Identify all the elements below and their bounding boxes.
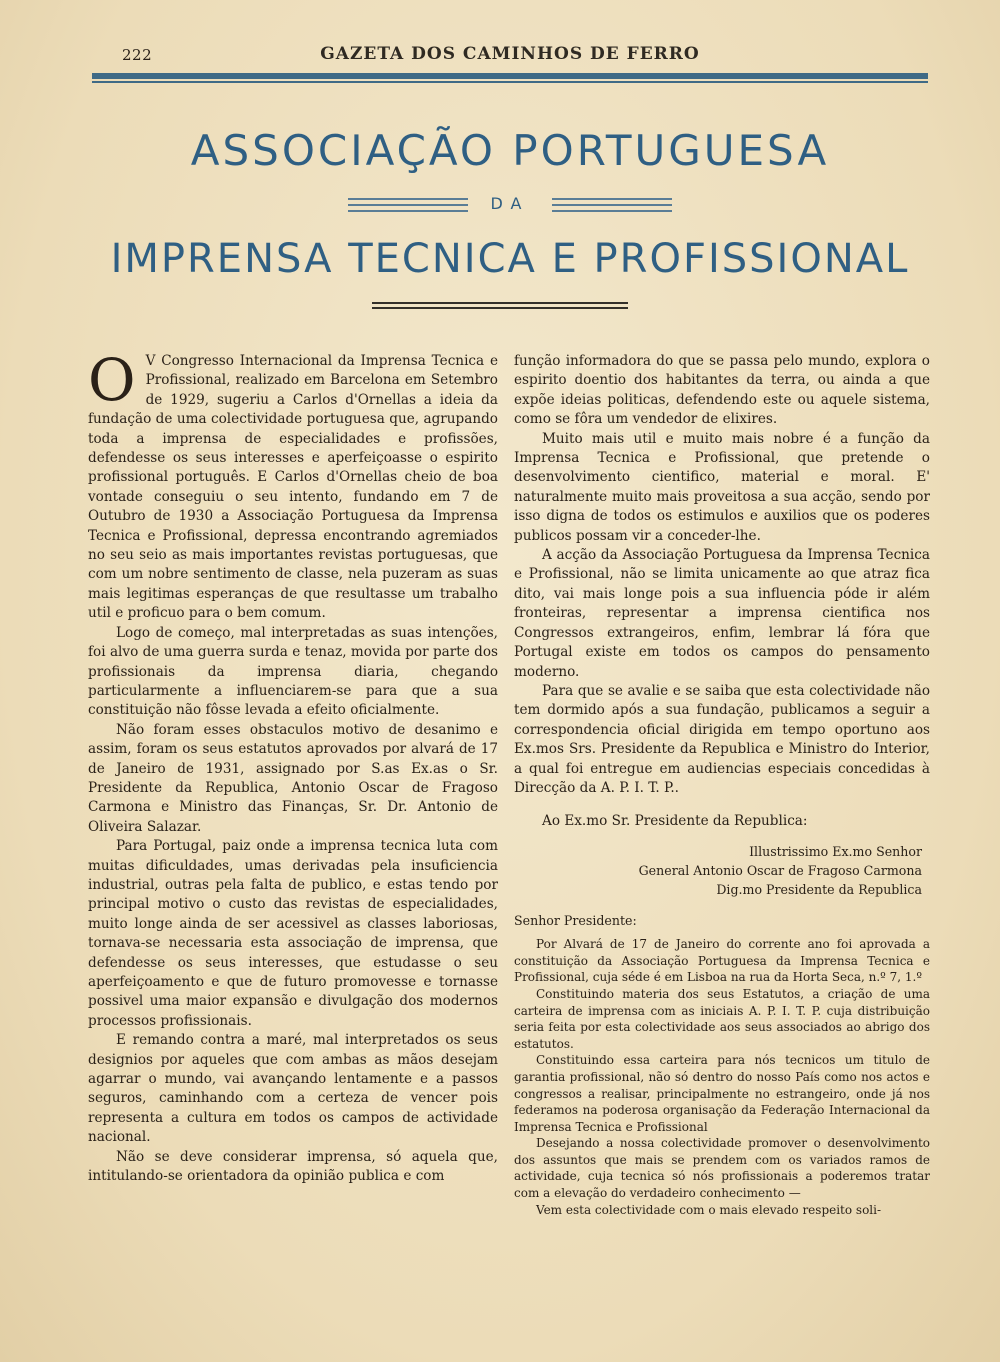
paragraph-10: Para que se avalie e se saiba que esta colectividade não tem dormido após a sua fundação, publicamos a seguir a correspondencia oficial dirigida em tempo oportuno aos Ex.mos Srs. Presidente da Republica e Ministro do Interior, a qual foi entregue em audiencias especiais concedidas à Direcção da A. P. I. T. P.. — [514, 682, 930, 796]
article-title-line2: IMPRENSA TECNICA E PROFISSIONAL — [110, 236, 910, 282]
letter-paragraph-3: Constituindo essa carteira para nós tecnicos um titulo de garantia profissional, não só dentro do nosso País como nos actos e congressos a realisar, principalmente no estrangeiro, onde já nos federamos na poderosa organisação da Federação Internacional da Imprensa Tecnica e Profissional — [514, 1053, 930, 1134]
ornament-lines-right — [552, 198, 672, 216]
article-title-line1: ASSOCIAÇÃO PORTUGUESA — [190, 126, 830, 175]
salutation-line-3: Dig.mo Presidente da Republica — [716, 881, 922, 897]
page-number: 222 — [122, 46, 153, 64]
header-rule-thin — [92, 81, 928, 83]
letter-greeting: Senhor Presidente: — [514, 912, 637, 928]
ornament-lines-left — [348, 198, 468, 216]
right-column — [514, 352, 930, 1218]
paragraph-7: função informadora do que se passa pelo mundo, explora o espirito doentio dos habitantes da terra, ou ainda a que expõe ideias politicas, defendendo este ou aquele sistema, como se fôra um vendedor de elixires. — [514, 353, 930, 428]
title-connector-row — [300, 194, 720, 220]
paragraph-3: Não foram esses obstaculos motivo de desanimo e assim, foram os seus estatutos aprovados por alvará de 17 de Janeiro de 1931, assignado por S.as Ex.as o Sr. Presidente da Republica, Antonio Oscar de Fragoso Carmona e Ministro das Finanças, Sr. Dr. Antonio de Oliveira Salazar. — [88, 721, 498, 835]
title-underline — [372, 302, 628, 312]
left-column — [88, 346, 498, 1186]
journal-title: GAZETA DOS CAMINHOS DE FERRO — [320, 44, 700, 64]
salutation-line-2: General Antonio Oscar de Fragoso Carmona — [638, 862, 922, 878]
paragraph-2: Logo de começo, mal interpretadas as suas intenções, foi alvo de uma guerra surda e tenaz, movida por parte dos profissionais da imprensa diaria, chegando particularmente a influenciarem-se para que a sua constituição não fôsse levada a efeito oficialmente. — [88, 624, 498, 719]
header-rule-thick — [92, 73, 928, 79]
letter-body — [514, 936, 930, 1218]
letter-paragraph-1: Por Alvará de 17 de Janeiro do corrente ano foi aprovada a constituição da Associação Portuguesa da Imprensa Tecnica e Profissional, cuja séde é em Lisboa na rua da Horta Seca, n.º 7, 1.º — [514, 937, 930, 985]
salutation-line-1: Illustrissimo Ex.mo Senhor — [749, 843, 922, 859]
paragraph-6: Não se deve considerar imprensa, só aquela que, intitulando-se orientadora da opinião publica e com — [88, 1148, 498, 1185]
paragraph-8: Muito mais util e muito mais nobre é a função da Imprensa Tecnica e Profissional, que pretende o desenvolvimento cientifico, material e moral. E' naturalmente muito mais proveitosa a sua acção, sendo por isso digna de todos os estimulos e auxilios que os poderes publicos possam vir a conceder-lhe. — [514, 430, 930, 544]
paragraph-5: E remando contra a maré, mal interpretados os seus designios por aqueles que com ambas as mãos desejam agarrar o mundo, vai avançando lentamente e a passos seguros, caminhando com a certeza de vencer pois representa a cultura em todos os campos de actividade nacional. — [88, 1032, 498, 1146]
paragraph-1: O V Congresso Internacional da Imprensa Tecnica e Profissional, realizado em Barcelona em Setembro de 1929, sugeriu a Carlos d'Ornellas a ideia da fundação de uma colectividade portuguesa que, agrupando toda a imprensa de especialidades e profissões, defendesse os seus interesses e aperfeiçoasse o espirito profissional português. E Carlos d'Ornellas cheio de boa vontade conseguiu o seu intento, fundando em 7 de Outubro de 1930 a Associação Portuguesa da Imprensa Tecnica e Profissional, depressa encontrando agremiados no seu seio as mais importantes revistas portuguesas, que com um nobre sentimento de classe, nela puzeram as suas mais legitimas esperanças de que resultasse um trabalho util e proficuo para o bem comum. — [88, 346, 498, 622]
letter-paragraph-2: Constituindo materia dos seus Estatutos, a criação de uma carteira de imprensa com as iniciais A. P. I. T. P. cuja distribuição seria feita por esta colectividade aos seus associados ao abrigo dos estatutos. — [514, 986, 930, 1051]
letter-paragraph-5: Vem esta colectividade com o mais elevado respeito soli- — [536, 1202, 882, 1217]
paragraph-4: Para Portugal, paiz onde a imprensa tecnica luta com muitas dificuldades, umas derivadas pela insuficiencia industrial, outras pela falta de publico, e estas tendo por principal motivo o custo das revistas de especialidades, muito longe ainda de ser acessivel as classes laboriosas, tornava-se necessaria esta associação de imprensa, que defendesse os seus interesses, que estudasse o seu aperfeiçoamento e que de futuro promovesse e tornasse possivel uma maior expansão e divulgação dos modernos processos profissionais. — [88, 838, 498, 1029]
title-connector: DA — [490, 194, 530, 213]
letter-address: Ao Ex.mo Sr. Presidente da Republica: — [542, 813, 808, 830]
paragraph-9: A acção da Associação Portuguesa da Imprensa Tecnica e Profissional, não se limita unicamente ao que atraz fica dito, vai mais longe pois a sua influencia póde ir além fronteiras, representar a imprensa cientifica nos Congressos extrangeiros, enfim, lembrar lá fóra que Portugal existe em todos os campos do pensamento moderno. — [514, 547, 930, 680]
letter-paragraph-4: Desejando a nossa colectividade promover o desenvolvimento dos assuntos que mais se prendem com os variados ramos de actividade, cuja tecnica só nós profissionais a poderemos tratar com a elevação do verdadeiro conhecimento — — [514, 1136, 930, 1201]
drop-cap: O — [88, 346, 136, 414]
